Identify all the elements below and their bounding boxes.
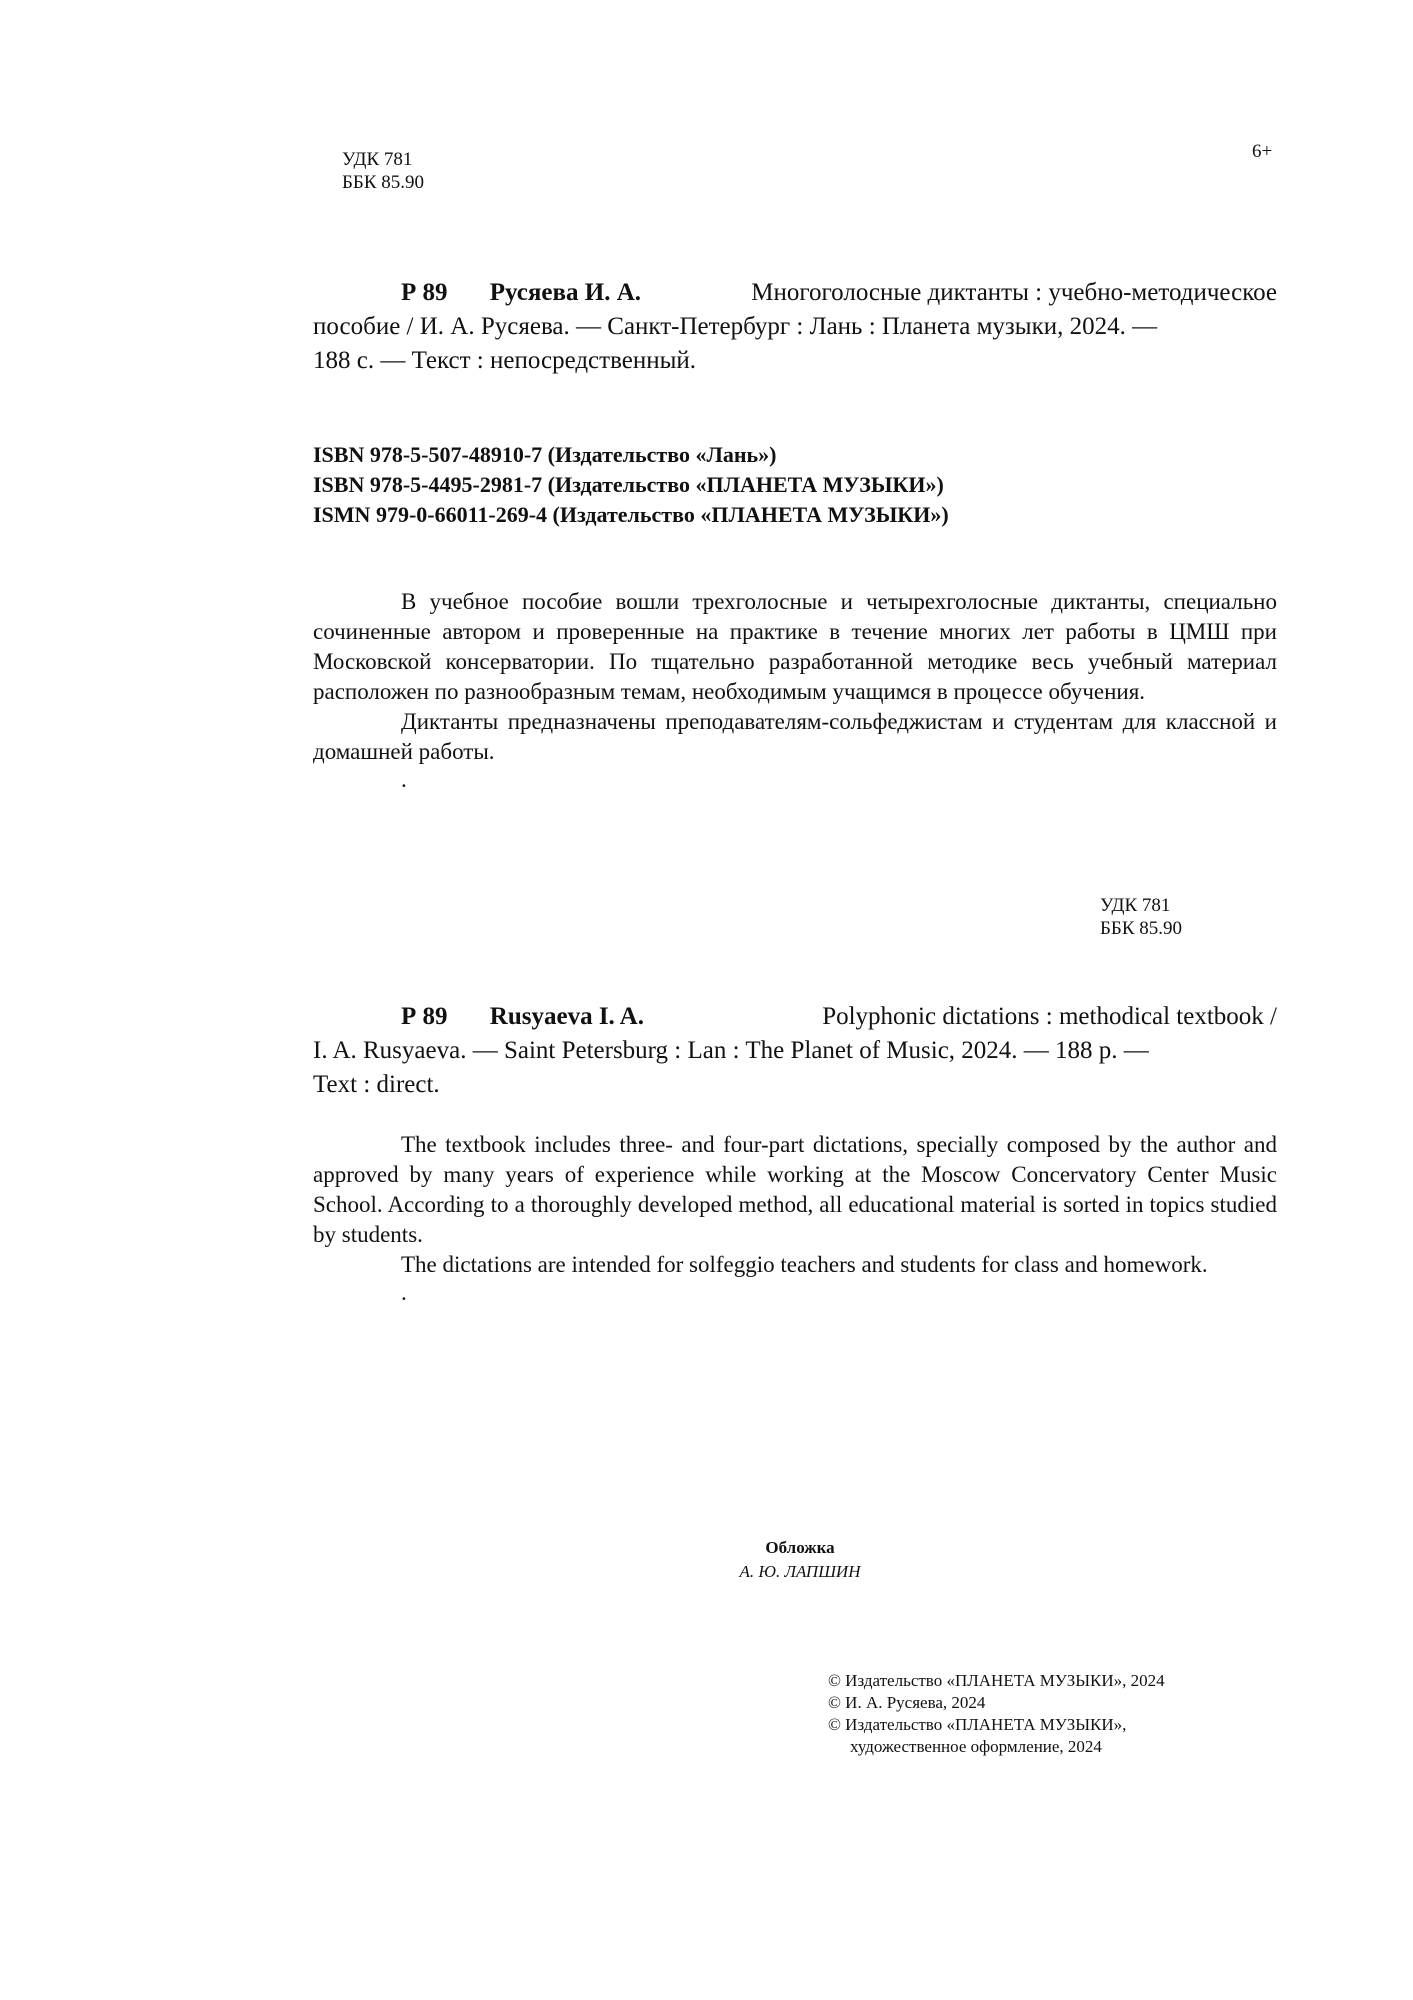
ismn-planeta: ISMN 979-0-66011-269-4 (Издательство «ПЛАНЕТА МУЗЫКИ») bbox=[313, 502, 949, 527]
record-title-line: Многоголосные диктанты : учебно-методическое bbox=[751, 279, 1277, 306]
identifiers-list bbox=[313, 440, 949, 530]
record-line-3: Text : direct. bbox=[313, 1071, 440, 1098]
abstract-ru bbox=[313, 587, 1277, 793]
record-line-3: 188 с. — Текст : непосредственный. bbox=[313, 347, 697, 374]
cover-heading: Обложка bbox=[765, 1538, 835, 1557]
record-code: Р 89 bbox=[401, 1003, 448, 1030]
abstract-en bbox=[313, 1130, 1277, 1306]
record-author: Rusyaeva I. A. bbox=[489, 1003, 644, 1030]
cover-designer: А. Ю. ЛАПШИН bbox=[739, 1562, 861, 1581]
abstract-paragraph: Диктанты предназначены преподавателям-сольфеджистам и студентам для классной и домашней работы. bbox=[313, 709, 1277, 764]
copyright-line: © Издательство «ПЛАНЕТА МУЗЫКИ», 2024 bbox=[828, 1671, 1165, 1690]
copyright-line: © И. А. Русяева, 2024 bbox=[828, 1693, 986, 1712]
abstract-paragraph: The dictations are intended for solfeggio teachers and students for class and homework. bbox=[401, 1252, 1208, 1277]
abstract-dot: . bbox=[401, 1280, 407, 1305]
isbn-lan: ISBN 978-5-507-48910-7 (Издательство «Лань») bbox=[313, 442, 777, 467]
age-rating: 6+ bbox=[1252, 141, 1273, 162]
abstract-paragraph: В учебное пособие вошли трехголосные и четырехголосные диктанты, специально сочиненные автором и проверенные на практике в течение многих лет работы в ЦМШ при Московской консерватории. По тщательно разработанной методике весь учебный материал расположен по разнообразным темам, необходимым учащимся в процессе обучения. bbox=[313, 589, 1277, 704]
isbn-planeta: ISBN 978-5-4495-2981-7 (Издательство «ПЛАНЕТА МУЗЫКИ») bbox=[313, 472, 944, 497]
classification-block-top bbox=[342, 148, 424, 194]
udk-code: УДК 781 bbox=[342, 149, 413, 170]
record-line-2: I. A. Rusyaeva. — Saint Petersburg : Lan : The Planet of Music, 2024. — 188 p. — bbox=[313, 1037, 1149, 1064]
copyright-block bbox=[828, 1670, 1165, 1758]
catalog-record-ru bbox=[313, 276, 1277, 378]
abstract-dot: . bbox=[401, 767, 407, 792]
udk-code: УДК 781 bbox=[1100, 895, 1171, 916]
copyright-line: © Издательство «ПЛАНЕТА МУЗЫКИ», bbox=[828, 1715, 1127, 1734]
record-title-line: Polyphonic dictations : methodical textbook / bbox=[822, 1003, 1277, 1030]
record-code: Р 89 bbox=[401, 279, 448, 306]
classification-block-en bbox=[1100, 894, 1182, 940]
cover-credit bbox=[660, 1536, 940, 1584]
bbk-code: ББК 85.90 bbox=[342, 172, 424, 193]
record-line-2: пособие / И. А. Русяева. — Санкт-Петербург : Лань : Планета музыки, 2024. — bbox=[313, 313, 1158, 340]
abstract-paragraph: The textbook includes three- and four-part dictations, specially composed by the author and approved by many years of experience while working at the Moscow Concervatory Center Music School. According to a thoroughly developed method, all educational material is sorted in topics studied by students. bbox=[313, 1132, 1277, 1247]
catalog-record-en bbox=[313, 1000, 1277, 1102]
record-author: Русяева И. А. bbox=[489, 279, 642, 306]
copyright-line: художественное оформление, 2024 bbox=[850, 1737, 1102, 1756]
bbk-code: ББК 85.90 bbox=[1100, 918, 1182, 939]
